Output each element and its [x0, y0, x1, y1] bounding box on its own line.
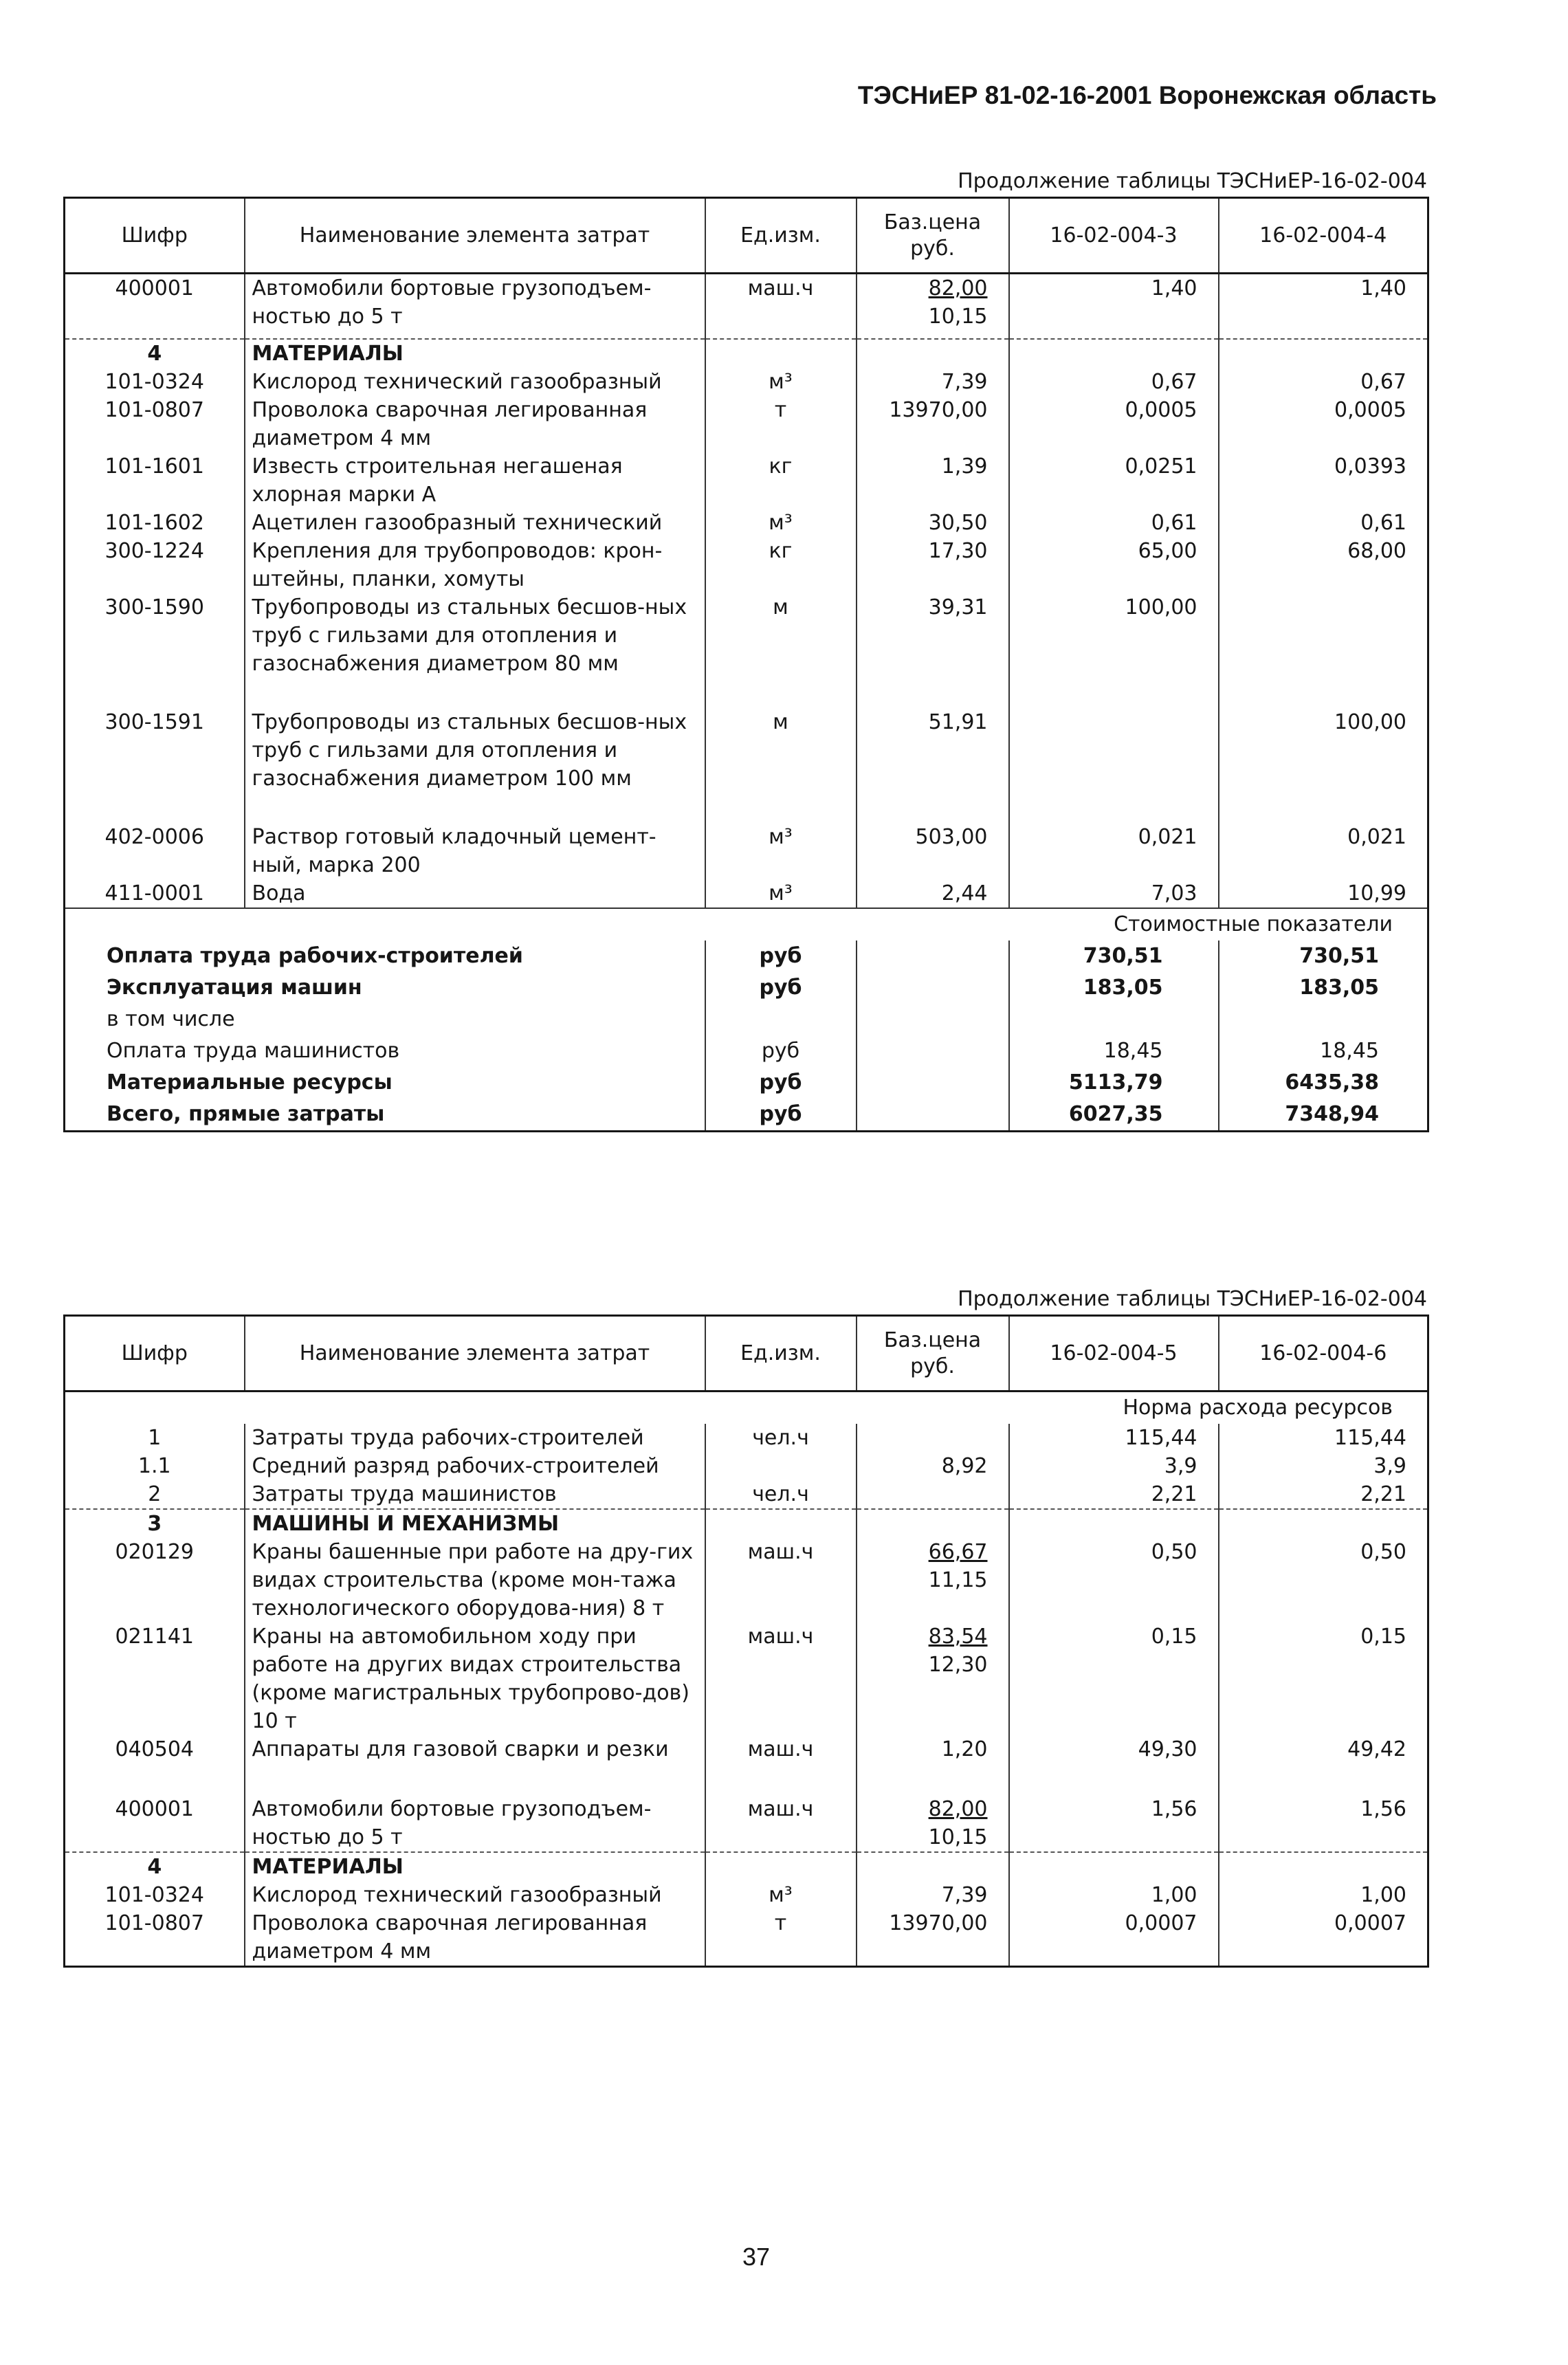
row-price: 13970,00	[857, 1909, 1009, 1967]
row-price: 1,39	[857, 452, 1009, 509]
row-norm-a: 49,30	[1009, 1735, 1219, 1763]
row-unit: маш.ч	[705, 274, 857, 331]
page-number: 37	[742, 2243, 771, 2271]
row-price: 13970,00	[857, 396, 1009, 452]
table-row	[65, 1795, 1428, 1852]
document-header: ТЭСНиЕР 81-02-16-2001 Воронежская область	[857, 81, 1437, 109]
row-norm-b: 0,50	[1219, 1538, 1428, 1622]
row-norm-a: 1,00	[1009, 1881, 1219, 1909]
row-price: 503,00	[857, 823, 1009, 879]
row-price: 8,92	[857, 1452, 1009, 1480]
empty-cell	[705, 678, 857, 708]
summary-row	[65, 1099, 1428, 1132]
table-row	[65, 1480, 1428, 1509]
row-price: 7,39	[857, 1881, 1009, 1909]
row-price	[857, 1538, 1009, 1622]
row-code: 101-1602	[65, 509, 245, 537]
row-name: Кислород технический газообразный	[245, 368, 705, 396]
empty-cell	[857, 793, 1009, 823]
section-row	[65, 1509, 1428, 1538]
empty-cell	[1219, 339, 1428, 368]
empty-cell	[1009, 339, 1219, 368]
row-code: 101-0324	[65, 1881, 245, 1909]
table-row	[65, 537, 1428, 593]
row-unit: маш.ч	[705, 1538, 857, 1622]
row-norm-a: 0,61	[1009, 509, 1219, 537]
row-price: 39,31	[857, 593, 1009, 678]
row-norm-b: 115,44	[1219, 1424, 1428, 1452]
row-norm-a: 1,40	[1009, 274, 1219, 331]
row-norm-b: 0,0393	[1219, 452, 1428, 509]
row-code: 020129	[65, 1538, 245, 1622]
empty-cell	[1009, 1509, 1219, 1538]
row-name: Затраты труда машинистов	[245, 1480, 705, 1509]
empty-cell	[1219, 1509, 1428, 1538]
row-price: 7,39	[857, 368, 1009, 396]
empty-cell	[245, 1763, 705, 1795]
row-code: 400001	[65, 1795, 245, 1852]
summary-label: Эксплуатация машин	[107, 976, 362, 1000]
row-name: Трубопроводы из стальных бесшов-ных труб с гильзами для отопления и газоснабжения диаметром 100 мм	[245, 708, 705, 793]
row-unit: маш.ч	[705, 1622, 857, 1735]
row-norm-b: 0,67	[1219, 368, 1428, 396]
col-header-code: Шифр	[65, 1316, 245, 1392]
table-row	[65, 274, 1428, 331]
col-header-norm-5: 16-02-004-5	[1009, 1316, 1219, 1392]
summary-unit: руб	[705, 1035, 857, 1067]
price-operator-wage: 10,15	[928, 305, 988, 329]
row-price	[857, 1622, 1009, 1735]
row-spacer	[65, 793, 1428, 823]
table-row	[65, 509, 1428, 537]
empty-cell	[705, 339, 857, 368]
row-norm-b: 0,0005	[1219, 396, 1428, 452]
row-norm-a	[1009, 708, 1219, 793]
empty-cell	[1009, 1763, 1219, 1795]
row-unit: т	[705, 1909, 857, 1967]
table-row	[65, 1909, 1428, 1967]
row-name: Кислород технический газообразный	[245, 1881, 705, 1909]
row-unit: кг	[705, 537, 857, 593]
section-row	[65, 1852, 1428, 1881]
row-name: Автомобили бортовые грузоподъем-ностью до 5 т	[245, 274, 705, 331]
row-norm-a: 100,00	[1009, 593, 1219, 678]
row-unit: м	[705, 593, 857, 678]
row-code: 4	[65, 1852, 245, 1881]
section-title: МАШИНЫ И МЕХАНИЗМЫ	[245, 1509, 705, 1538]
row-price	[857, 274, 1009, 331]
row-price: 17,30	[857, 537, 1009, 593]
summary-row	[65, 972, 1428, 1004]
summary-value-a	[1009, 1004, 1219, 1035]
row-norm-b: 68,00	[1219, 537, 1428, 593]
empty-cell	[857, 331, 1009, 339]
row-code: 040504	[65, 1735, 245, 1763]
col-header-price: Баз.цена руб.	[857, 198, 1009, 274]
empty-cell	[65, 793, 245, 823]
empty-cell	[1009, 1852, 1219, 1881]
empty-cell	[705, 1509, 857, 1538]
row-price	[857, 1795, 1009, 1852]
row-norm-b: 1,00	[1219, 1881, 1428, 1909]
empty-cell	[1009, 793, 1219, 823]
row-norm-b: 1,40	[1219, 274, 1428, 331]
row-norm-a: 0,67	[1009, 368, 1219, 396]
table-row	[65, 879, 1428, 908]
price-machine: 82,00	[928, 276, 988, 300]
row-code: 101-0324	[65, 368, 245, 396]
row-code: 021141	[65, 1622, 245, 1735]
table-row	[65, 1538, 1428, 1622]
row-norm-a: 0,0005	[1009, 396, 1219, 452]
row-norm-a: 1,56	[1009, 1795, 1219, 1852]
row-code: 402-0006	[65, 823, 245, 879]
empty-cell	[705, 1763, 857, 1795]
summary-row	[65, 1004, 1428, 1035]
summary-value-b: 7348,94	[1219, 1099, 1428, 1132]
empty-cell	[857, 1067, 1009, 1099]
table-row	[65, 593, 1428, 678]
row-norm-b: 3,9	[1219, 1452, 1428, 1480]
row-name: Краны на автомобильном ходу при работе на других видах строительства (кроме магистральных трубопрово-дов) 10 т	[245, 1622, 705, 1735]
row-code: 300-1590	[65, 593, 245, 678]
row-norm-a: 0,021	[1009, 823, 1219, 879]
table-row	[65, 823, 1428, 879]
table2-header-row	[65, 1316, 1428, 1392]
summary-label: Оплата труда рабочих-строителей	[107, 944, 523, 968]
row-unit: маш.ч	[705, 1735, 857, 1763]
table1-caption: Продолжение таблицы ТЭСНиЕР-16-02-004	[958, 169, 1427, 193]
row-code: 2	[65, 1480, 245, 1509]
row-spacer	[65, 678, 1428, 708]
empty-cell	[65, 678, 245, 708]
table-row	[65, 452, 1428, 509]
summary-value-b: 730,51	[1219, 940, 1428, 972]
row-name: Проволока сварочная легированная диаметром 4 мм	[245, 396, 705, 452]
col-header-norm-3: 16-02-004-3	[1009, 198, 1219, 274]
empty-cell	[857, 972, 1009, 1004]
row-norm-a: 0,15	[1009, 1622, 1219, 1735]
row-code: 101-0807	[65, 396, 245, 452]
row-unit: т	[705, 396, 857, 452]
summary-unit: руб	[705, 940, 857, 972]
empty-cell	[1009, 678, 1219, 708]
row-norm-a: 65,00	[1009, 537, 1219, 593]
row-name: Известь строительная негашеная хлорная марки А	[245, 452, 705, 509]
resource-table-2	[63, 1314, 1429, 1968]
empty-cell	[857, 1035, 1009, 1067]
row-price	[857, 1424, 1009, 1452]
row-price	[857, 1480, 1009, 1509]
empty-cell	[1219, 331, 1428, 339]
row-norm-b: 2,21	[1219, 1480, 1428, 1509]
summary-label: Материальные ресурсы	[107, 1070, 393, 1094]
price-machine: 82,00	[928, 1797, 988, 1821]
empty-cell	[245, 793, 705, 823]
empty-cell	[245, 331, 705, 339]
table-row	[65, 1452, 1428, 1480]
empty-cell	[857, 1763, 1009, 1795]
row-norm-a: 0,0251	[1009, 452, 1219, 509]
summary-unit: руб	[705, 1067, 857, 1099]
empty-cell	[705, 331, 857, 339]
row-unit: м³	[705, 509, 857, 537]
col-header-name: Наименование элемента затрат	[245, 1316, 705, 1392]
row-code: 3	[65, 1509, 245, 1538]
row-name: Краны башенные при работе на дру-гих видах строительства (кроме мон-тажа технологического оборудова-ния) 8 т	[245, 1538, 705, 1622]
row-norm-b: 0,021	[1219, 823, 1428, 879]
row-name: Проволока сварочная легированная диаметром 4 мм	[245, 1909, 705, 1967]
price-operator-wage: 10,15	[928, 1825, 988, 1849]
empty-cell	[857, 1004, 1009, 1035]
row-name: Ацетилен газообразный технический	[245, 509, 705, 537]
row-name: Крепления для трубопроводов: крон-штейны, планки, хомуты	[245, 537, 705, 593]
empty-cell	[1219, 1852, 1428, 1881]
row-code: 101-0807	[65, 1909, 245, 1967]
row-code: 411-0001	[65, 879, 245, 908]
row-code: 4	[65, 339, 245, 368]
col-header-unit: Ед.изм.	[705, 198, 857, 274]
section-band-label: Стоимостные показатели	[65, 908, 1428, 940]
col-header-price: Баз.цена руб.	[857, 1316, 1009, 1392]
row-code: 101-1601	[65, 452, 245, 509]
empty-cell	[857, 1852, 1009, 1881]
price-machine: 83,54	[928, 1625, 988, 1649]
row-norm-a: 7,03	[1009, 879, 1219, 908]
row-name: Трубопроводы из стальных бесшов-ных труб с гильзами для отопления и газоснабжения диаметром 80 мм	[245, 593, 705, 678]
summary-label: Всего, прямые затраты	[107, 1102, 385, 1126]
summary-unit: руб	[705, 1099, 857, 1132]
row-unit: м	[705, 708, 857, 793]
table1-header-row	[65, 198, 1428, 274]
summary-value-b	[1219, 1004, 1428, 1035]
row-unit: чел.ч	[705, 1424, 857, 1452]
table-row	[65, 1622, 1428, 1735]
price-machine: 66,67	[928, 1540, 988, 1564]
row-unit: м³	[705, 879, 857, 908]
summary-value-a: 6027,35	[1009, 1099, 1219, 1132]
table-row	[65, 708, 1428, 793]
row-spacer	[65, 1763, 1428, 1795]
row-name: Вода	[245, 879, 705, 908]
empty-cell	[65, 331, 245, 339]
row-price: 51,91	[857, 708, 1009, 793]
summary-value-a: 183,05	[1009, 972, 1219, 1004]
price-operator-wage: 12,30	[928, 1653, 988, 1677]
empty-cell	[1009, 331, 1219, 339]
row-price: 30,50	[857, 509, 1009, 537]
col-header-unit: Ед.изм.	[705, 1316, 857, 1392]
table2-caption: Продолжение таблицы ТЭСНиЕР-16-02-004	[958, 1287, 1427, 1311]
empty-cell	[705, 793, 857, 823]
table-row	[65, 1881, 1428, 1909]
row-unit: чел.ч	[705, 1480, 857, 1509]
row-norm-b: 10,99	[1219, 879, 1428, 908]
row-code: 1.1	[65, 1452, 245, 1480]
col-header-norm-6: 16-02-004-6	[1219, 1316, 1428, 1392]
row-unit	[705, 1452, 857, 1480]
summary-unit	[705, 1004, 857, 1035]
summary-value-b: 18,45	[1219, 1035, 1428, 1067]
row-norm-b	[1219, 593, 1428, 678]
row-price: 1,20	[857, 1735, 1009, 1763]
section-band-label: Норма расхода ресурсов	[65, 1392, 1428, 1424]
row-code: 1	[65, 1424, 245, 1452]
row-unit: м³	[705, 1881, 857, 1909]
section-band-row	[65, 1392, 1428, 1424]
row-norm-b: 1,56	[1219, 1795, 1428, 1852]
summary-value-a: 730,51	[1009, 940, 1219, 972]
empty-cell	[705, 1852, 857, 1881]
row-unit: м³	[705, 823, 857, 879]
empty-cell	[857, 1099, 1009, 1132]
row-norm-a: 0,0007	[1009, 1909, 1219, 1967]
row-code: 300-1224	[65, 537, 245, 593]
empty-cell	[857, 940, 1009, 972]
section-title: МАТЕРИАЛЫ	[245, 339, 705, 368]
empty-cell	[1219, 678, 1428, 708]
summary-label: в том числе	[107, 1007, 235, 1031]
col-header-code: Шифр	[65, 198, 245, 274]
row-norm-b: 0,0007	[1219, 1909, 1428, 1967]
table-row	[65, 1424, 1428, 1452]
col-header-norm-4: 16-02-004-4	[1219, 198, 1428, 274]
row-norm-a: 2,21	[1009, 1480, 1219, 1509]
row-unit: маш.ч	[705, 1795, 857, 1852]
row-norm-a: 3,9	[1009, 1452, 1219, 1480]
summary-unit: руб	[705, 972, 857, 1004]
row-norm-b: 100,00	[1219, 708, 1428, 793]
price-operator-wage: 11,15	[928, 1568, 988, 1592]
summary-row	[65, 940, 1428, 972]
section-band-row	[65, 908, 1428, 940]
row-name: Аппараты для газовой сварки и резки	[245, 1735, 705, 1763]
summary-row	[65, 1067, 1428, 1099]
row-unit: кг	[705, 452, 857, 509]
row-name: Средний разряд рабочих-строителей	[245, 1452, 705, 1480]
row-unit: м³	[705, 368, 857, 396]
empty-cell	[1219, 793, 1428, 823]
col-header-name: Наименование элемента затрат	[245, 198, 705, 274]
row-name: Затраты труда рабочих-строителей	[245, 1424, 705, 1452]
empty-cell	[857, 339, 1009, 368]
row-norm-b: 0,61	[1219, 509, 1428, 537]
table-row	[65, 368, 1428, 396]
empty-cell	[857, 678, 1009, 708]
resource-table-1	[63, 197, 1429, 1132]
section-title: МАТЕРИАЛЫ	[245, 1852, 705, 1881]
row-code: 300-1591	[65, 708, 245, 793]
section-row	[65, 339, 1428, 368]
empty-cell	[857, 1509, 1009, 1538]
summary-value-a: 5113,79	[1009, 1067, 1219, 1099]
table-row	[65, 396, 1428, 452]
row-norm-a: 0,50	[1009, 1538, 1219, 1622]
row-name: Автомобили бортовые грузоподъем-ностью до 5 т	[245, 1795, 705, 1852]
empty-cell	[245, 678, 705, 708]
row-spacer	[65, 331, 1428, 339]
summary-value-b: 6435,38	[1219, 1067, 1428, 1099]
row-norm-a: 115,44	[1009, 1424, 1219, 1452]
summary-label: Оплата труда машинистов	[107, 1039, 400, 1063]
row-code: 400001	[65, 274, 245, 331]
summary-value-a: 18,45	[1009, 1035, 1219, 1067]
row-name: Раствор готовый кладочный цемент-ный, марка 200	[245, 823, 705, 879]
row-norm-b: 49,42	[1219, 1735, 1428, 1763]
row-price: 2,44	[857, 879, 1009, 908]
summary-row	[65, 1035, 1428, 1067]
row-norm-b: 0,15	[1219, 1622, 1428, 1735]
table-row	[65, 1735, 1428, 1763]
empty-cell	[1219, 1763, 1428, 1795]
summary-value-b: 183,05	[1219, 972, 1428, 1004]
empty-cell	[65, 1763, 245, 1795]
